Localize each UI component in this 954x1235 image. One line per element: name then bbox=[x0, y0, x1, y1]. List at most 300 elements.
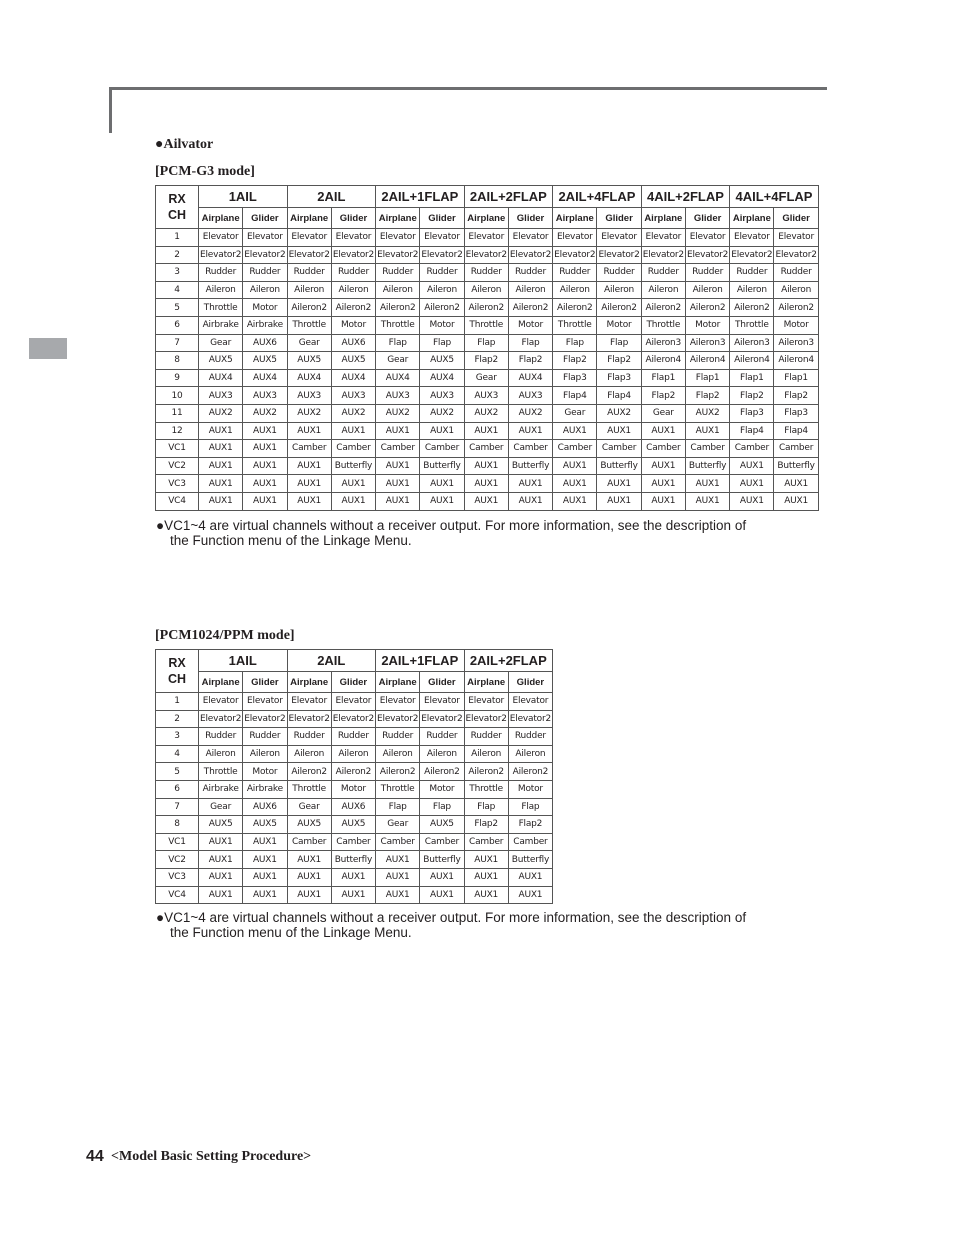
function-cell: AUX1 bbox=[199, 868, 243, 886]
function-cell: AUX1 bbox=[553, 492, 597, 510]
function-cell: AUX1 bbox=[243, 492, 287, 510]
subheader-cell: Glider bbox=[243, 208, 287, 229]
function-cell: Elevator2 bbox=[376, 246, 420, 264]
function-cell: AUX1 bbox=[508, 886, 552, 904]
channel-cell: VC2 bbox=[156, 851, 199, 869]
function-cell: Butterfly bbox=[331, 457, 375, 475]
function-cell: Camber bbox=[597, 440, 641, 458]
subheader-cell: Glider bbox=[331, 672, 375, 693]
function-cell: Rudder bbox=[287, 728, 331, 746]
function-cell: Rudder bbox=[376, 264, 420, 282]
function-cell: AUX1 bbox=[199, 475, 243, 493]
function-cell: Throttle bbox=[553, 316, 597, 334]
function-cell: Camber bbox=[376, 440, 420, 458]
function-cell: AUX5 bbox=[243, 352, 287, 370]
function-cell: Throttle bbox=[464, 316, 508, 334]
subheader-cell: Glider bbox=[597, 208, 641, 229]
subheader-cell: Glider bbox=[508, 208, 552, 229]
function-cell: Camber bbox=[508, 833, 552, 851]
function-cell: AUX3 bbox=[376, 387, 420, 405]
function-cell: Elevator bbox=[597, 229, 641, 247]
function-cell: Flap bbox=[420, 334, 464, 352]
rx-ch-header: RX CH bbox=[156, 650, 199, 693]
function-cell: Elevator2 bbox=[553, 246, 597, 264]
function-cell: Aileron3 bbox=[641, 334, 685, 352]
function-cell: AUX1 bbox=[376, 851, 420, 869]
channel-cell: 8 bbox=[156, 352, 199, 370]
function-cell: Gear bbox=[199, 334, 243, 352]
function-cell: AUX1 bbox=[730, 457, 774, 475]
function-cell: AUX4 bbox=[420, 369, 464, 387]
table2-note-line1: ●VC1~4 are virtual channels without a receiver output. For more information, see the description of bbox=[156, 910, 747, 925]
function-cell: Elevator bbox=[641, 229, 685, 247]
group-header: 2AIL+1FLAP bbox=[376, 650, 465, 672]
function-cell: Aileron2 bbox=[597, 299, 641, 317]
function-cell: AUX2 bbox=[199, 404, 243, 422]
function-cell: Flap2 bbox=[464, 352, 508, 370]
function-cell: Throttle bbox=[287, 780, 331, 798]
function-cell: AUX1 bbox=[685, 422, 729, 440]
function-cell: Aileron bbox=[641, 281, 685, 299]
function-cell: AUX1 bbox=[597, 422, 641, 440]
function-cell: AUX3 bbox=[464, 387, 508, 405]
function-cell: Rudder bbox=[464, 728, 508, 746]
function-cell: Butterfly bbox=[508, 851, 552, 869]
function-cell: Aileron bbox=[199, 281, 243, 299]
subheader-cell: Airplane bbox=[553, 208, 597, 229]
table1-note bbox=[156, 518, 836, 548]
function-cell: Aileron2 bbox=[331, 299, 375, 317]
function-cell: Flap1 bbox=[774, 369, 818, 387]
function-cell: Aileron bbox=[331, 281, 375, 299]
function-cell: Aileron2 bbox=[774, 299, 818, 317]
function-cell: AUX1 bbox=[287, 457, 331, 475]
function-cell: AUX4 bbox=[199, 369, 243, 387]
header-rule-left bbox=[109, 87, 112, 133]
function-cell: AUX1 bbox=[331, 422, 375, 440]
function-cell: AUX4 bbox=[376, 369, 420, 387]
function-cell: Aileron2 bbox=[464, 299, 508, 317]
subheader-cell: Glider bbox=[331, 208, 375, 229]
function-cell: AUX3 bbox=[508, 387, 552, 405]
table-row bbox=[156, 851, 553, 869]
function-cell: Aileron2 bbox=[287, 763, 331, 781]
function-cell: AUX1 bbox=[420, 475, 464, 493]
function-cell: Camber bbox=[464, 833, 508, 851]
function-cell: Throttle bbox=[376, 780, 420, 798]
table-row bbox=[156, 281, 819, 299]
channel-cell: VC1 bbox=[156, 833, 199, 851]
function-cell: Butterfly bbox=[420, 851, 464, 869]
function-cell: Aileron2 bbox=[464, 763, 508, 781]
function-cell: Aileron4 bbox=[774, 352, 818, 370]
function-cell: Aileron2 bbox=[331, 763, 375, 781]
table-row bbox=[156, 387, 819, 405]
function-cell: Aileron4 bbox=[730, 352, 774, 370]
function-cell: Flap3 bbox=[730, 404, 774, 422]
function-cell: AUX3 bbox=[243, 387, 287, 405]
function-cell: Camber bbox=[685, 440, 729, 458]
group-header: 2AIL+1FLAP bbox=[376, 186, 465, 208]
function-cell: AUX2 bbox=[597, 404, 641, 422]
function-cell: AUX3 bbox=[331, 387, 375, 405]
table-row bbox=[156, 868, 553, 886]
function-cell: Flap2 bbox=[553, 352, 597, 370]
function-cell: AUX1 bbox=[199, 886, 243, 904]
function-cell: Aileron bbox=[420, 745, 464, 763]
function-cell: Flap bbox=[464, 334, 508, 352]
function-cell: AUX1 bbox=[641, 475, 685, 493]
header-row bbox=[156, 650, 553, 672]
function-cell: AUX1 bbox=[287, 492, 331, 510]
function-cell: Flap2 bbox=[641, 387, 685, 405]
function-cell: Aileron bbox=[508, 745, 552, 763]
table-row bbox=[156, 816, 553, 834]
function-cell: Elevator bbox=[420, 229, 464, 247]
function-cell: AUX2 bbox=[287, 404, 331, 422]
function-cell: AUX1 bbox=[774, 492, 818, 510]
function-cell: AUX1 bbox=[331, 492, 375, 510]
function-cell: Elevator bbox=[420, 693, 464, 711]
table-row bbox=[156, 334, 819, 352]
function-cell: AUX1 bbox=[641, 457, 685, 475]
function-cell: AUX5 bbox=[331, 816, 375, 834]
function-cell: AUX1 bbox=[376, 422, 420, 440]
function-cell: Gear bbox=[553, 404, 597, 422]
channel-cell: 3 bbox=[156, 728, 199, 746]
function-cell: AUX1 bbox=[685, 492, 729, 510]
function-cell: AUX1 bbox=[331, 868, 375, 886]
function-cell: Elevator bbox=[199, 693, 243, 711]
function-cell: AUX1 bbox=[331, 475, 375, 493]
function-cell: AUX2 bbox=[331, 404, 375, 422]
function-cell: Flap1 bbox=[730, 369, 774, 387]
function-cell: Elevator bbox=[376, 229, 420, 247]
function-cell: Aileron2 bbox=[508, 299, 552, 317]
function-cell: Camber bbox=[730, 440, 774, 458]
function-cell: AUX1 bbox=[508, 475, 552, 493]
function-cell: Aileron bbox=[331, 745, 375, 763]
function-cell: Elevator2 bbox=[730, 246, 774, 264]
function-cell: AUX1 bbox=[199, 440, 243, 458]
subheader-cell: Glider bbox=[508, 672, 552, 693]
function-cell: AUX5 bbox=[287, 352, 331, 370]
table-row bbox=[156, 404, 819, 422]
function-cell: Flap bbox=[376, 798, 420, 816]
function-cell: Aileron bbox=[464, 745, 508, 763]
table-row bbox=[156, 763, 553, 781]
function-cell: Motor bbox=[243, 299, 287, 317]
channel-cell: 4 bbox=[156, 281, 199, 299]
function-cell: Elevator2 bbox=[464, 246, 508, 264]
function-cell: AUX1 bbox=[464, 886, 508, 904]
channel-cell: 2 bbox=[156, 710, 199, 728]
function-cell: Rudder bbox=[243, 264, 287, 282]
function-cell: Gear bbox=[464, 369, 508, 387]
function-cell: Flap1 bbox=[685, 369, 729, 387]
function-cell: Aileron2 bbox=[730, 299, 774, 317]
function-cell: Motor bbox=[508, 780, 552, 798]
function-cell: AUX2 bbox=[376, 404, 420, 422]
side-tab-marker bbox=[29, 338, 67, 359]
function-cell: AUX2 bbox=[508, 404, 552, 422]
function-cell: Aileron bbox=[685, 281, 729, 299]
function-cell: Camber bbox=[331, 833, 375, 851]
function-cell: Elevator2 bbox=[464, 710, 508, 728]
function-cell: AUX1 bbox=[287, 868, 331, 886]
subheader-cell: Glider bbox=[420, 208, 464, 229]
function-cell: Motor bbox=[331, 316, 375, 334]
function-cell: AUX4 bbox=[331, 369, 375, 387]
function-cell: Gear bbox=[287, 334, 331, 352]
function-cell: Flap bbox=[464, 798, 508, 816]
function-cell: Aileron bbox=[243, 745, 287, 763]
channel-cell: 4 bbox=[156, 745, 199, 763]
function-cell: AUX1 bbox=[420, 868, 464, 886]
table2-note-line2: the Function menu of the Linkage Menu. bbox=[170, 925, 412, 940]
table-row bbox=[156, 475, 819, 493]
function-cell: Elevator2 bbox=[287, 710, 331, 728]
channel-cell: VC3 bbox=[156, 475, 199, 493]
function-cell: AUX1 bbox=[199, 833, 243, 851]
function-cell: Aileron2 bbox=[376, 763, 420, 781]
group-header: 1AIL bbox=[199, 186, 288, 208]
channel-cell: VC4 bbox=[156, 886, 199, 904]
function-cell: Flap2 bbox=[508, 352, 552, 370]
function-cell: AUX1 bbox=[199, 422, 243, 440]
function-cell: AUX1 bbox=[508, 868, 552, 886]
function-cell: Elevator2 bbox=[420, 246, 464, 264]
function-cell: AUX5 bbox=[199, 352, 243, 370]
subheader-cell: Airplane bbox=[199, 672, 243, 693]
function-cell: AUX1 bbox=[243, 868, 287, 886]
function-cell: Gear bbox=[641, 404, 685, 422]
group-header: 4AIL+4FLAP bbox=[730, 186, 819, 208]
function-cell: Elevator2 bbox=[774, 246, 818, 264]
function-cell: Throttle bbox=[199, 299, 243, 317]
function-cell: Rudder bbox=[376, 728, 420, 746]
function-cell: AUX1 bbox=[685, 475, 729, 493]
table1-note-line2: the Function menu of the Linkage Menu. bbox=[170, 533, 412, 548]
channel-cell: VC3 bbox=[156, 868, 199, 886]
function-cell: Flap bbox=[597, 334, 641, 352]
function-cell: Rudder bbox=[331, 264, 375, 282]
function-cell: Aileron2 bbox=[641, 299, 685, 317]
function-cell: AUX4 bbox=[287, 369, 331, 387]
function-cell: Elevator2 bbox=[287, 246, 331, 264]
function-cell: Elevator2 bbox=[331, 710, 375, 728]
channel-cell: VC4 bbox=[156, 492, 199, 510]
subheader-row bbox=[156, 208, 819, 229]
function-cell: Camber bbox=[641, 440, 685, 458]
function-cell: Elevator bbox=[508, 229, 552, 247]
function-cell: AUX1 bbox=[641, 492, 685, 510]
function-cell: Throttle bbox=[376, 316, 420, 334]
function-cell: AUX1 bbox=[508, 422, 552, 440]
function-cell: AUX4 bbox=[243, 369, 287, 387]
function-cell: Camber bbox=[331, 440, 375, 458]
function-cell: AUX1 bbox=[243, 475, 287, 493]
function-cell: Rudder bbox=[331, 728, 375, 746]
function-cell: Aileron2 bbox=[420, 763, 464, 781]
function-cell: AUX1 bbox=[376, 868, 420, 886]
function-cell: Airbrake bbox=[199, 780, 243, 798]
pcm1024-ppm-channel-table bbox=[155, 649, 553, 904]
function-cell: Elevator2 bbox=[597, 246, 641, 264]
function-cell: Flap2 bbox=[508, 816, 552, 834]
table-row bbox=[156, 492, 819, 510]
function-cell: Elevator bbox=[287, 229, 331, 247]
table-row bbox=[156, 693, 553, 711]
function-cell: AUX5 bbox=[420, 816, 464, 834]
function-cell: Rudder bbox=[464, 264, 508, 282]
function-cell: Elevator bbox=[287, 693, 331, 711]
function-cell: AUX5 bbox=[420, 352, 464, 370]
function-cell: Elevator bbox=[464, 229, 508, 247]
function-cell: Aileron2 bbox=[420, 299, 464, 317]
function-cell: Camber bbox=[376, 833, 420, 851]
function-cell: Flap2 bbox=[730, 387, 774, 405]
channel-cell: 6 bbox=[156, 316, 199, 334]
function-cell: AUX2 bbox=[685, 404, 729, 422]
function-cell: Airbrake bbox=[199, 316, 243, 334]
function-cell: Throttle bbox=[464, 780, 508, 798]
function-cell: AUX1 bbox=[420, 422, 464, 440]
function-cell: Elevator2 bbox=[508, 246, 552, 264]
function-cell: Rudder bbox=[597, 264, 641, 282]
channel-cell: 10 bbox=[156, 387, 199, 405]
function-cell: Flap bbox=[420, 798, 464, 816]
channel-cell: 1 bbox=[156, 229, 199, 247]
table-row bbox=[156, 316, 819, 334]
table-row bbox=[156, 352, 819, 370]
group-header: 2AIL+2FLAP bbox=[464, 650, 553, 672]
function-cell: Throttle bbox=[730, 316, 774, 334]
function-cell: Elevator2 bbox=[243, 710, 287, 728]
function-cell: Elevator bbox=[243, 229, 287, 247]
subheader-cell: Glider bbox=[243, 672, 287, 693]
function-cell: AUX1 bbox=[376, 492, 420, 510]
function-cell: Elevator2 bbox=[508, 710, 552, 728]
function-cell: Aileron3 bbox=[730, 334, 774, 352]
function-cell: Flap4 bbox=[597, 387, 641, 405]
function-cell: AUX1 bbox=[508, 492, 552, 510]
function-cell: AUX4 bbox=[508, 369, 552, 387]
function-cell: Throttle bbox=[287, 316, 331, 334]
function-cell: AUX2 bbox=[464, 404, 508, 422]
function-cell: Airbrake bbox=[243, 780, 287, 798]
function-cell: Elevator2 bbox=[331, 246, 375, 264]
function-cell: AUX1 bbox=[243, 440, 287, 458]
table-row bbox=[156, 710, 553, 728]
channel-cell: 7 bbox=[156, 334, 199, 352]
function-cell: AUX1 bbox=[243, 851, 287, 869]
table1-note-line1: ●VC1~4 are virtual channels without a receiver output. For more information, see the description of bbox=[156, 518, 747, 533]
function-cell: AUX5 bbox=[331, 352, 375, 370]
function-cell: AUX1 bbox=[464, 422, 508, 440]
function-cell: Gear bbox=[287, 798, 331, 816]
page-number: 44 bbox=[86, 1148, 104, 1165]
channel-cell: 5 bbox=[156, 299, 199, 317]
function-cell: Elevator bbox=[331, 229, 375, 247]
function-cell: Aileron bbox=[464, 281, 508, 299]
function-cell: Camber bbox=[774, 440, 818, 458]
channel-cell: 11 bbox=[156, 404, 199, 422]
function-cell: Elevator2 bbox=[641, 246, 685, 264]
function-cell: Butterfly bbox=[597, 457, 641, 475]
function-cell: Rudder bbox=[420, 264, 464, 282]
function-cell: Butterfly bbox=[774, 457, 818, 475]
function-cell: Butterfly bbox=[685, 457, 729, 475]
function-cell: AUX1 bbox=[420, 886, 464, 904]
function-cell: Elevator bbox=[199, 229, 243, 247]
function-cell: AUX1 bbox=[774, 475, 818, 493]
table-row bbox=[156, 422, 819, 440]
function-cell: AUX1 bbox=[464, 492, 508, 510]
function-cell: Throttle bbox=[641, 316, 685, 334]
table2-note bbox=[156, 910, 836, 940]
group-header: 2AIL+4FLAP bbox=[553, 186, 642, 208]
function-cell: Rudder bbox=[685, 264, 729, 282]
function-cell: Aileron bbox=[420, 281, 464, 299]
function-cell: AUX1 bbox=[464, 457, 508, 475]
function-cell: Flap3 bbox=[597, 369, 641, 387]
function-cell: Aileron3 bbox=[685, 334, 729, 352]
function-cell: AUX1 bbox=[287, 851, 331, 869]
subheader-cell: Airplane bbox=[464, 208, 508, 229]
header-rule bbox=[109, 87, 827, 90]
function-cell: Flap bbox=[553, 334, 597, 352]
function-cell: Flap bbox=[376, 334, 420, 352]
function-cell: Elevator2 bbox=[376, 710, 420, 728]
function-cell: AUX1 bbox=[287, 475, 331, 493]
function-cell: Throttle bbox=[199, 763, 243, 781]
function-cell: Flap2 bbox=[685, 387, 729, 405]
table-row bbox=[156, 440, 819, 458]
function-cell: Rudder bbox=[553, 264, 597, 282]
subheader-cell: Airplane bbox=[641, 208, 685, 229]
function-cell: AUX1 bbox=[287, 886, 331, 904]
channel-cell: 1 bbox=[156, 693, 199, 711]
subheader-cell: Glider bbox=[685, 208, 729, 229]
group-header: 2AIL bbox=[287, 186, 376, 208]
subheader-cell: Airplane bbox=[730, 208, 774, 229]
channel-cell: VC1 bbox=[156, 440, 199, 458]
function-cell: Aileron bbox=[508, 281, 552, 299]
function-cell: Elevator bbox=[464, 693, 508, 711]
function-cell: Elevator2 bbox=[420, 710, 464, 728]
function-cell: Elevator2 bbox=[243, 246, 287, 264]
function-cell: AUX1 bbox=[243, 457, 287, 475]
function-cell: Aileron bbox=[376, 281, 420, 299]
function-cell: Aileron bbox=[774, 281, 818, 299]
function-cell: Camber bbox=[553, 440, 597, 458]
function-cell: Aileron2 bbox=[508, 763, 552, 781]
subheader-cell: Airplane bbox=[376, 672, 420, 693]
table-row bbox=[156, 299, 819, 317]
pcm-g3-channel-table bbox=[155, 185, 819, 511]
channel-cell: 6 bbox=[156, 780, 199, 798]
rx-ch-header: RX CH bbox=[156, 186, 199, 229]
function-cell: Camber bbox=[420, 833, 464, 851]
function-cell: Aileron bbox=[199, 745, 243, 763]
function-cell: Aileron2 bbox=[553, 299, 597, 317]
function-cell: Motor bbox=[420, 316, 464, 334]
function-cell: AUX1 bbox=[287, 422, 331, 440]
channel-cell: 2 bbox=[156, 246, 199, 264]
function-cell: AUX5 bbox=[287, 816, 331, 834]
function-cell: Rudder bbox=[508, 728, 552, 746]
